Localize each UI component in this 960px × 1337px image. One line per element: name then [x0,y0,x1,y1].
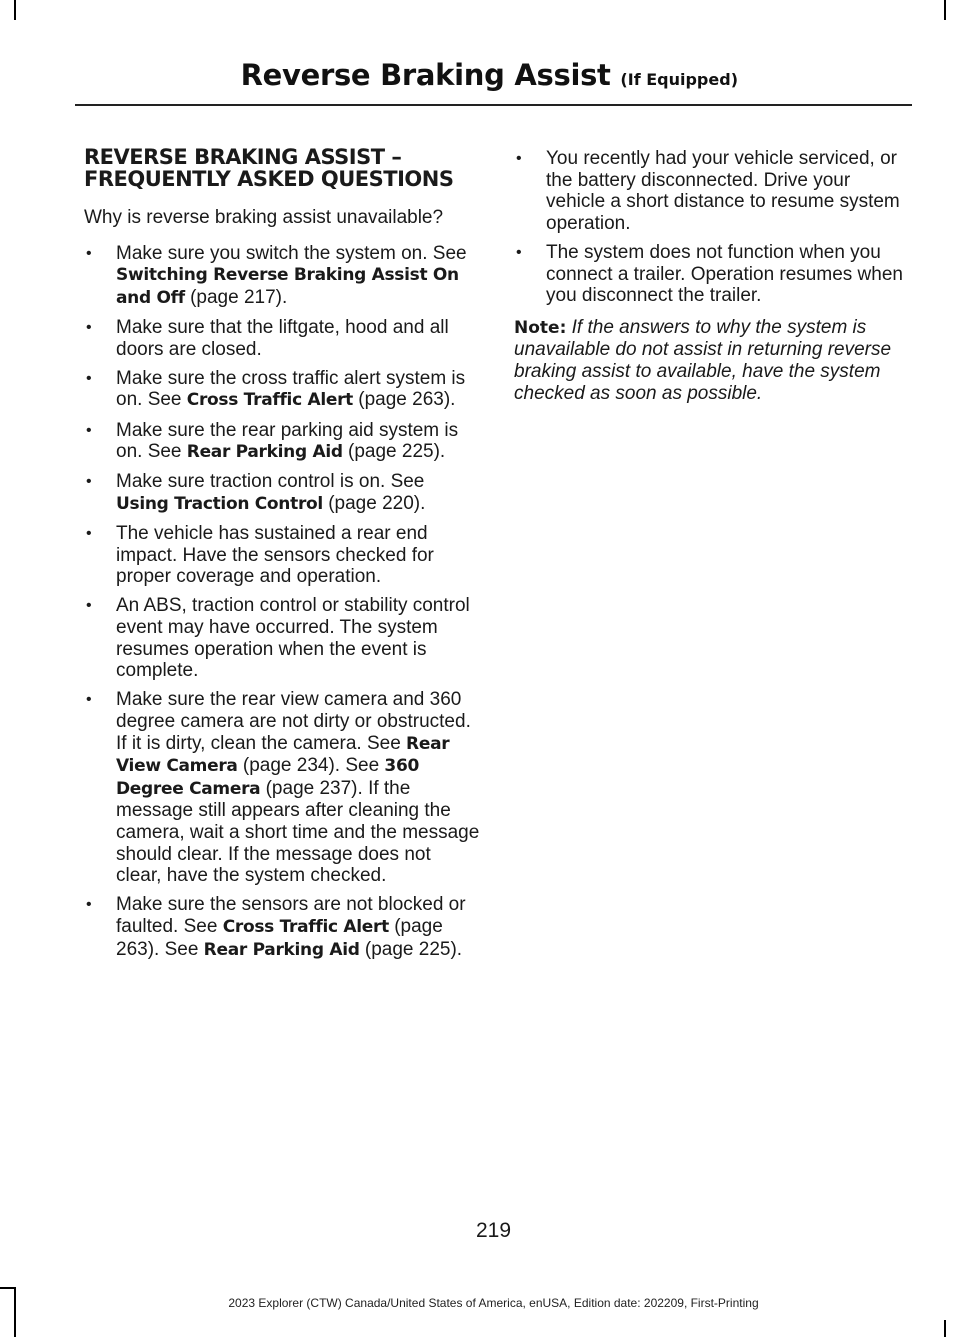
list-item: • You recently had your vehicle serviced, or the battery disconnected. Drive your vehicle a short distance to resume system operation. [514,148,910,234]
header-title-suffix: (If Equipped) [620,70,738,89]
note [514,317,910,404]
cross-reference-link[interactable]: Using Traction Control [116,493,323,514]
list-item: • Make sure the cross traffic alert system is on. See Cross Traffic Alert (page 263). [84,368,480,412]
cross-reference-link[interactable]: 360 Degree Camera [116,756,420,799]
list-item: • Make sure that the liftgate, hood and all doors are closed. [84,317,480,360]
bullet-list-left [84,243,480,962]
list-item: • Make sure the rear view camera and 360 degree camera are not dirty or obstructed. If it is dirty, clean the camera. See Rear View Camera (page 234). See 360 Degree Camera (page 237). If the message still appears after cleaning the camera, wait a short time and the message should clear. If the message does not clear, have the system checked. [84,689,480,886]
page-header-title [241,58,738,92]
crop-mark-bottom-left-h [0,1287,16,1289]
header-title-text: Reverse Braking Assist [240,58,611,92]
left-column [84,146,480,969]
cross-reference-link[interactable]: Switching Reverse Braking Assist On and Off [116,265,459,308]
crop-mark-top-left [14,0,16,20]
list-item: • The system does not function when you connect a trailer. Operation resumes when you disconnect the trailer. [514,242,910,307]
right-column [514,148,910,404]
cross-reference-link[interactable]: Rear View Camera [116,733,450,777]
cross-reference-link[interactable]: Cross Traffic Alert [222,916,389,937]
page-number: 219 [475,1219,512,1242]
list-item: • An ABS, traction control or stability control event may have occurred. The system resumes operation when the event is complete. [84,595,480,681]
cross-reference-link[interactable]: Cross Traffic Alert [186,390,353,411]
header-rule [75,104,912,106]
list-item: • The vehicle has sustained a rear end impact. Have the sensors checked for proper coverage and operation. [84,523,480,588]
note-label: Note: [514,317,567,338]
cross-reference-link[interactable]: Rear Parking Aid [186,442,343,463]
crop-mark-bottom-right [944,1320,946,1337]
section-heading: REVERSE BRAKING ASSIST – FREQUENTLY ASKED QUESTIONS [84,145,454,191]
cross-reference-link[interactable]: Rear Parking Aid [203,939,360,960]
list-item: • Make sure traction control is on. See Using Traction Control (page 220). [84,471,480,515]
list-item: • Make sure the rear parking aid system is on. See Rear Parking Aid (page 225). [84,420,480,464]
list-item: • Make sure the sensors are not blocked or faulted. See Cross Traffic Alert (page 263). See Rear Parking Aid (page 225). [84,894,480,961]
bullet-list-right [514,148,910,307]
crop-mark-bottom-left [14,1287,16,1337]
list-item: • Make sure you switch the system on. See Switching Reverse Braking Assist On and Off (page 217). [84,243,480,310]
footer-edition: 2023 Explorer (CTW) Canada/United States of America, enUSA, Edition date: 202209, First-Printing [228,1296,759,1310]
note-text: If the answers to why the system is unavailable do not assist in returning reverse braking assist to available, have the system checked as soon as possible. [514,316,892,404]
section-question: Why is reverse braking assist unavailable? [84,207,444,228]
crop-mark-top-right [944,0,946,20]
